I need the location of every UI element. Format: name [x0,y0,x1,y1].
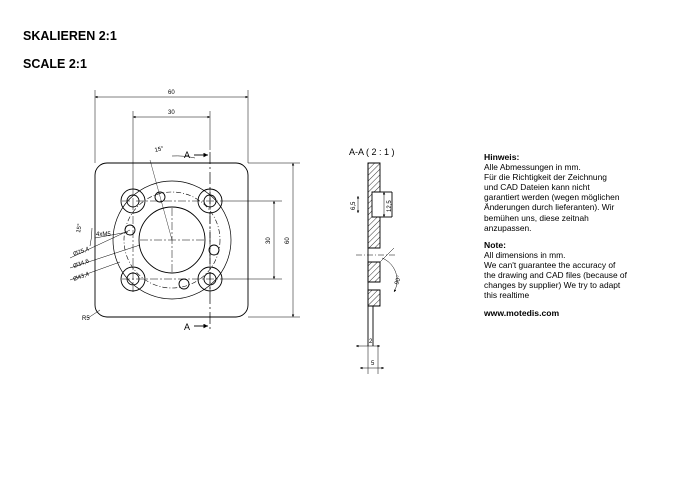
notes-de-line: Alle Abmessungen in mm. [484,162,581,173]
dim-angle-top: 15° [154,146,165,154]
dim-d1: Ø25,4 [72,246,91,258]
dim-d3: Ø43,4 [72,271,91,283]
section-profile-bottom [368,290,380,306]
dim-d2: Ø34,6 [72,258,91,270]
notes-de-line: und CAD Dateien kann nicht [484,182,590,193]
dim-overall-height: 60 [285,237,291,244]
notes-de-line: bemühen uns, diese zeitnah [484,212,589,223]
dim-angle-left: 15° [76,223,84,234]
notes-de-line: garantiert werden (wegen möglichen [484,192,620,203]
notes-de-line: Änderungen durch lieferanten). Wir [484,202,615,213]
front-view-labels [73,90,291,332]
section-mark-top: A [184,150,191,160]
notes-de-line: Für die Richtigkeit der Zeichnung [484,172,607,183]
dim-overall-width: 60 [168,90,175,96]
notes-en-line: this realtime [484,290,530,301]
section-thickness-1: 2 [369,339,373,345]
dim-hole-spacing-v: 30 [266,237,272,244]
dim-hole-spacing-h: 30 [168,110,175,116]
section-profile-lower [368,262,380,282]
section-dim-b: 12,5 [387,200,393,212]
section-mark-bottom: A [184,322,191,332]
section-view [356,163,397,374]
section-angle: 90° [394,275,403,286]
notes-panel [484,152,664,318]
notes-en-line: We can't guarantee the accuracy of [484,259,616,270]
front-view [70,90,300,330]
dim-radius: R5 [82,316,90,322]
dim-holes: 4xM5 [96,232,111,238]
section-thickness-2: 5 [371,361,375,367]
notes-de-line: anzupassen. [484,222,532,233]
notes-en-line: All dimensions in mm. [484,249,566,260]
notes-en-line: the drawing and CAD files (because of [484,270,627,281]
notes-en-title: Note: [484,239,506,250]
website-url: www.motedis.com [484,308,560,319]
notes-de-title: Hinweis: [484,152,520,162]
heading-german: SKALIEREN 2:1 [23,29,117,43]
heading-english: SCALE 2:1 [23,57,87,71]
notes-en-line: changes by supplier) We try to adapt [484,280,621,291]
section-title: A-A ( 2 : 1 ) [349,147,395,157]
section-profile-upper [368,163,380,248]
section-dim-a: 6,5 [351,201,357,210]
